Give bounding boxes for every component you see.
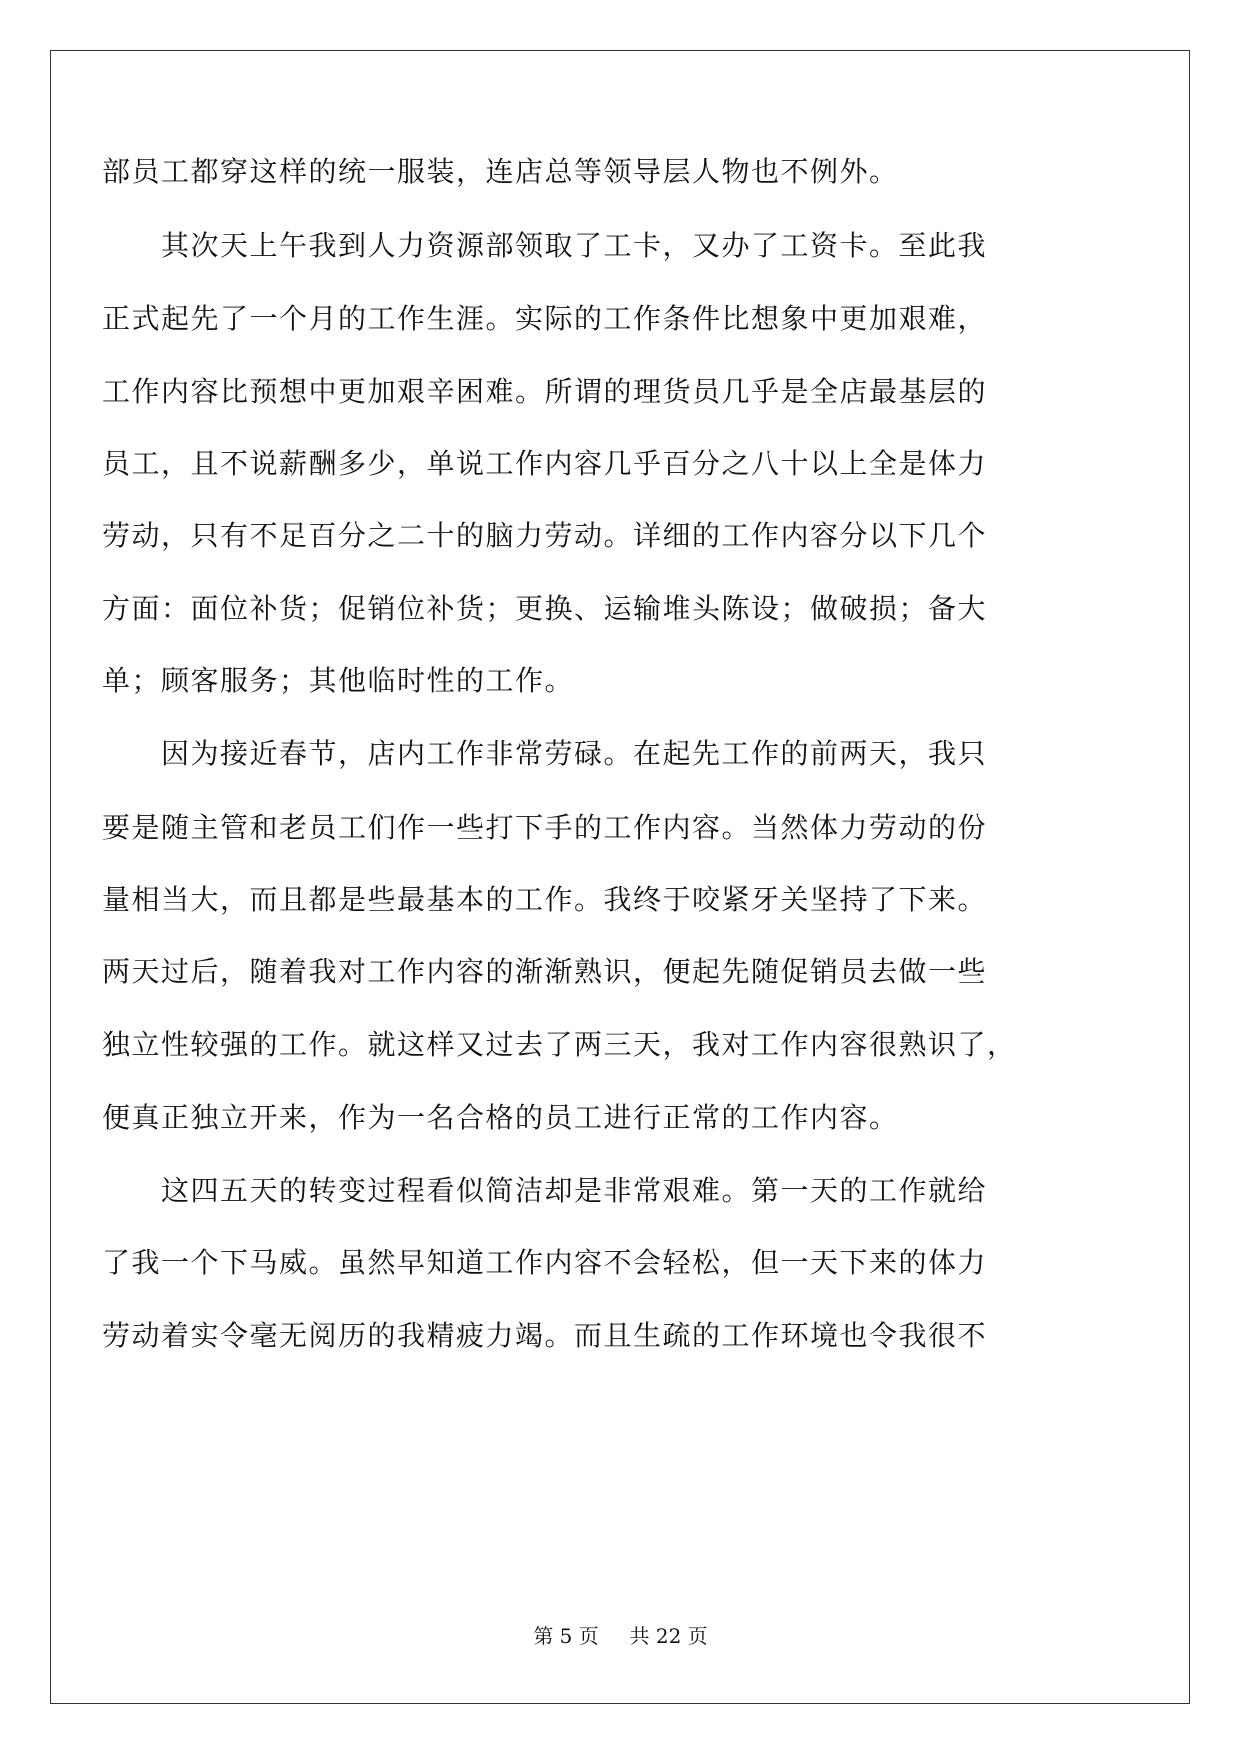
page-frame — [50, 50, 1190, 1704]
text-line: 方面：面位补货；促销位补货；更换、运输堆头陈设；做破损；备大 — [102, 592, 988, 625]
text-line: 劳动着实令毫无阅历的我精疲力竭。而且生疏的工作环境也令我很不 — [102, 1319, 988, 1352]
text-line: 劳动，只有不足百分之二十的脑力劳动。详细的工作内容分以下几个 — [102, 519, 988, 552]
text-line: 便真正独立开来，作为一名合格的员工进行正常的工作内容。 — [102, 1101, 899, 1134]
text-line: 部员工都穿这样的统一服装，连店总等领导层人物也不例外。 — [102, 155, 899, 188]
text-line: 因为接近春节，店内工作非常劳碌。在起先工作的前两天，我只 — [102, 737, 988, 770]
text-line: 其次天上午我到人力资源部领取了工卡，又办了工资卡。至此我 — [102, 229, 988, 262]
text-line: 工作内容比预想中更加艰辛困难。所谓的理货员几乎是全店最基层的 — [102, 375, 988, 408]
text-line: 了我一个下马威。虽然早知道工作内容不会轻松，但一天下来的体力 — [102, 1246, 988, 1279]
page-footer — [0, 1620, 1241, 1649]
text-line: 单；顾客服务；其他临时性的工作。 — [102, 664, 575, 697]
page-total: 共 22 页 — [629, 1624, 708, 1648]
text-line: 员工，且不说薪酬多少，单说工作内容几乎百分之八十以上全是体力 — [102, 447, 988, 480]
page-number: 第 5 页 — [533, 1624, 599, 1648]
text-line: 要是随主管和老员工们作一些打下手的工作内容。当然体力劳动的份 — [102, 811, 988, 844]
text-line: 正式起先了一个月的工作生涯。实际的工作条件比想象中更加艰难， — [102, 302, 988, 335]
text-line: 独立性较强的工作。就这样又过去了两三天，我对工作内容很熟识了， — [102, 1028, 1017, 1061]
text-line: 量相当大，而且都是些最基本的工作。我终于咬紧牙关坚持了下来。 — [102, 883, 988, 916]
text-line: 两天过后，随着我对工作内容的渐渐熟识，便起先随促销员去做一些 — [102, 955, 988, 988]
text-line: 这四五天的转变过程看似简洁却是非常艰难。第一天的工作就给 — [102, 1174, 988, 1207]
